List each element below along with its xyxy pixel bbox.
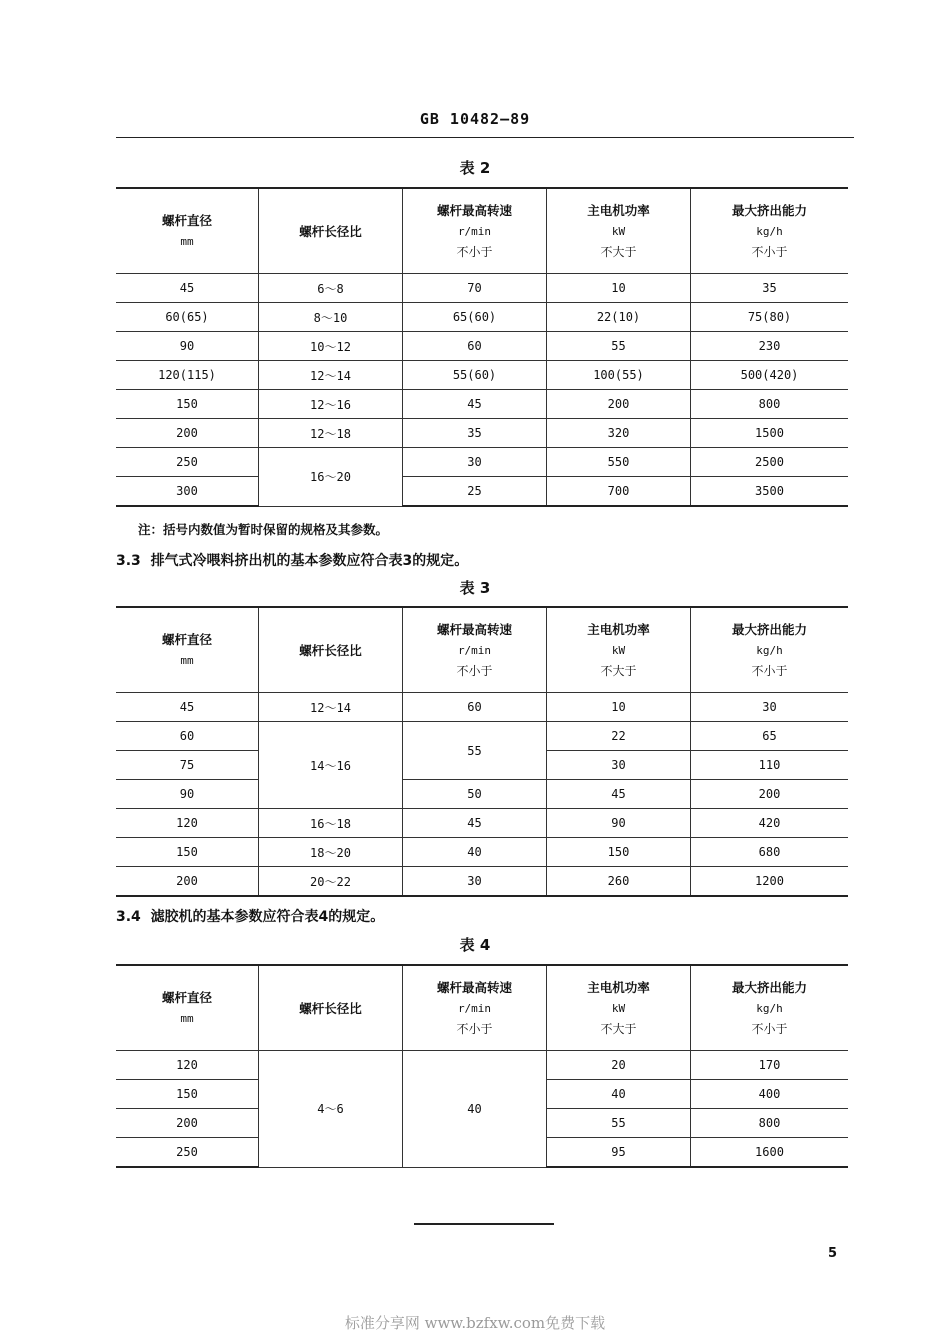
cell-merged: 16～20 xyxy=(259,448,403,507)
cell: 150 xyxy=(116,390,259,419)
document-code: GB 10482—89 xyxy=(419,110,531,128)
cell: 60 xyxy=(116,722,259,751)
table2 xyxy=(116,187,848,507)
table-row xyxy=(116,838,848,867)
cell: 35 xyxy=(691,274,849,303)
cell: 60(65) xyxy=(116,303,259,332)
cell: 90 xyxy=(116,332,259,361)
cell: 75 xyxy=(116,751,259,780)
cell-merged: 55 xyxy=(403,722,547,780)
col-capacity: 最大挤出能力 kg/h 不小于 xyxy=(691,188,849,274)
cell: 250 xyxy=(116,1138,259,1168)
cell: 90 xyxy=(547,809,691,838)
cell: 110 xyxy=(691,751,849,780)
cell: 800 xyxy=(691,1109,849,1138)
cell: 55(60) xyxy=(403,361,547,390)
watermark: 标准分享网 www.bzfxw.com免费下载 xyxy=(344,1314,606,1332)
cell: 70 xyxy=(403,274,547,303)
cell: 6～8 xyxy=(259,274,403,303)
cell: 25 xyxy=(403,477,547,507)
cell-merged: 14～16 xyxy=(259,722,403,809)
col-power: 主电机功率 kW 不大于 xyxy=(547,607,691,693)
col-ratio: 螺杆长径比 xyxy=(259,607,403,693)
table2-note: 注：括号内数值为暂时保留的规格及其参数。 xyxy=(138,522,389,537)
table-row xyxy=(116,867,848,897)
table-header-row xyxy=(116,607,848,693)
cell: 1600 xyxy=(691,1138,849,1168)
cell: 40 xyxy=(547,1080,691,1109)
cell: 95 xyxy=(547,1138,691,1168)
cell: 40 xyxy=(403,838,547,867)
table-row xyxy=(116,1051,848,1080)
cell: 12～16 xyxy=(259,390,403,419)
table-header-row xyxy=(116,188,848,274)
cell: 45 xyxy=(403,390,547,419)
cell: 150 xyxy=(116,838,259,867)
cell: 50 xyxy=(403,780,547,809)
cell: 500(420) xyxy=(691,361,849,390)
cell: 90 xyxy=(116,780,259,809)
section-3-4: 3.4 滤胶机的基本参数应符合表4的规定。 xyxy=(116,909,385,925)
cell: 100(55) xyxy=(547,361,691,390)
col-speed: 螺杆最高转速 r/min 不小于 xyxy=(403,607,547,693)
cell: 550 xyxy=(547,448,691,477)
table3-caption: 表 3 xyxy=(459,579,491,597)
cell: 150 xyxy=(547,838,691,867)
cell: 22 xyxy=(547,722,691,751)
cell: 30 xyxy=(403,448,547,477)
cell: 200 xyxy=(116,419,259,448)
cell: 250 xyxy=(116,448,259,477)
table-row xyxy=(116,477,848,507)
cell: 230 xyxy=(691,332,849,361)
col-power: 主电机功率 kW 不大于 xyxy=(547,188,691,274)
cell: 12～18 xyxy=(259,419,403,448)
table-row xyxy=(116,361,848,390)
cell: 120 xyxy=(116,1051,259,1080)
table4-caption: 表 4 xyxy=(459,936,491,954)
cell: 65(60) xyxy=(403,303,547,332)
cell: 300 xyxy=(116,477,259,507)
table4 xyxy=(116,964,848,1168)
footer-rule xyxy=(414,1223,554,1225)
cell: 12～14 xyxy=(259,361,403,390)
cell: 420 xyxy=(691,809,849,838)
col-capacity: 最大挤出能力 kg/h 不小于 xyxy=(691,965,849,1051)
cell: 10 xyxy=(547,274,691,303)
cell: 45 xyxy=(547,780,691,809)
cell: 8～10 xyxy=(259,303,403,332)
table-row xyxy=(116,780,848,809)
cell: 16～18 xyxy=(259,809,403,838)
cell: 1200 xyxy=(691,867,849,897)
col-speed: 螺杆最高转速 r/min 不小于 xyxy=(403,188,547,274)
cell: 55 xyxy=(547,332,691,361)
cell: 150 xyxy=(116,1080,259,1109)
section-3-3: 3.3 排气式冷喂料挤出机的基本参数应符合表3的规定。 xyxy=(116,553,469,569)
table-row xyxy=(116,419,848,448)
table-row xyxy=(116,332,848,361)
table-row xyxy=(116,809,848,838)
cell: 22(10) xyxy=(547,303,691,332)
table-row xyxy=(116,448,848,477)
cell: 65 xyxy=(691,722,849,751)
cell: 20 xyxy=(547,1051,691,1080)
cell: 200 xyxy=(547,390,691,419)
cell: 45 xyxy=(116,693,259,722)
cell-merged: 4～6 xyxy=(259,1051,403,1168)
cell: 1500 xyxy=(691,419,849,448)
cell: 60 xyxy=(403,693,547,722)
table-row xyxy=(116,722,848,751)
cell: 260 xyxy=(547,867,691,897)
table-row xyxy=(116,390,848,419)
cell: 45 xyxy=(116,274,259,303)
table-row xyxy=(116,693,848,722)
cell: 75(80) xyxy=(691,303,849,332)
cell: 800 xyxy=(691,390,849,419)
cell: 2500 xyxy=(691,448,849,477)
cell: 120 xyxy=(116,809,259,838)
cell: 60 xyxy=(403,332,547,361)
table-row xyxy=(116,303,848,332)
cell: 200 xyxy=(116,1109,259,1138)
cell: 30 xyxy=(403,867,547,897)
col-power: 主电机功率 kW 不大于 xyxy=(547,965,691,1051)
cell-merged: 40 xyxy=(403,1051,547,1168)
cell: 30 xyxy=(691,693,849,722)
cell: 200 xyxy=(116,867,259,897)
cell: 18～20 xyxy=(259,838,403,867)
col-diameter: 螺杆直径 mm xyxy=(116,965,259,1051)
col-ratio: 螺杆长径比 xyxy=(259,188,403,274)
cell: 20～22 xyxy=(259,867,403,897)
col-capacity: 最大挤出能力 kg/h 不小于 xyxy=(691,607,849,693)
cell: 35 xyxy=(403,419,547,448)
col-diameter: 螺杆直径 mm xyxy=(116,607,259,693)
cell: 700 xyxy=(547,477,691,507)
cell: 3500 xyxy=(691,477,849,507)
cell: 680 xyxy=(691,838,849,867)
cell: 10 xyxy=(547,693,691,722)
cell: 120(115) xyxy=(116,361,259,390)
cell: 200 xyxy=(691,780,849,809)
table-header-row xyxy=(116,965,848,1051)
col-diameter: 螺杆直径 mm xyxy=(116,188,259,274)
cell: 170 xyxy=(691,1051,849,1080)
col-ratio: 螺杆长径比 xyxy=(259,965,403,1051)
table3 xyxy=(116,606,848,897)
table-row xyxy=(116,274,848,303)
header-rule xyxy=(116,137,854,138)
cell: 320 xyxy=(547,419,691,448)
table2-caption: 表 2 xyxy=(459,159,491,177)
cell: 30 xyxy=(547,751,691,780)
col-speed: 螺杆最高转速 r/min 不小于 xyxy=(403,965,547,1051)
cell: 45 xyxy=(403,809,547,838)
cell: 55 xyxy=(547,1109,691,1138)
page-number: 5 xyxy=(828,1246,838,1261)
cell: 12～14 xyxy=(259,693,403,722)
cell: 10～12 xyxy=(259,332,403,361)
cell: 400 xyxy=(691,1080,849,1109)
